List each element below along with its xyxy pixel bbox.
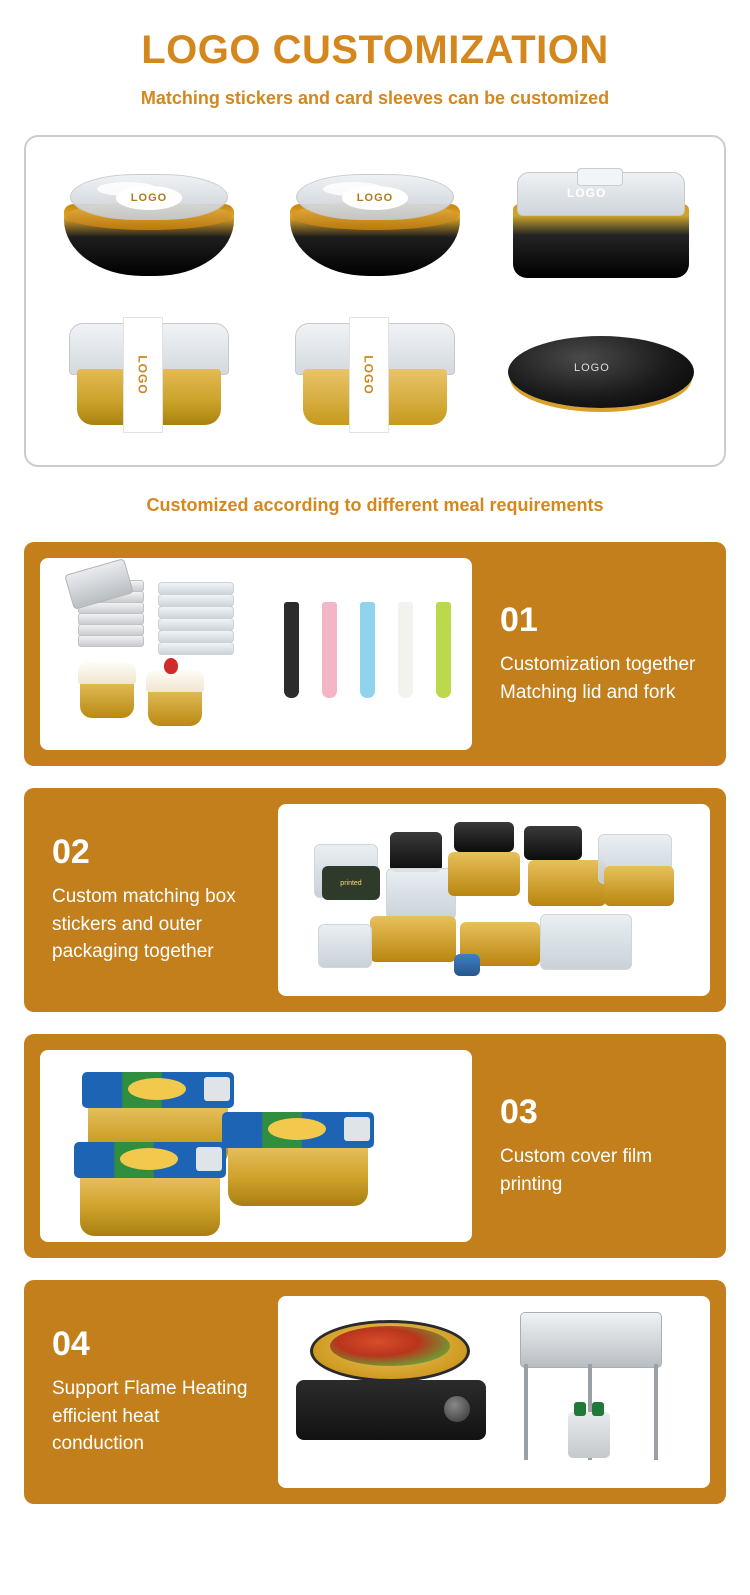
feature-text <box>40 1326 262 1458</box>
feature-description: Custom cover film printing <box>500 1146 653 1195</box>
clear-lid-stack-icon <box>158 582 234 666</box>
feature-image-wrapped-packaging <box>278 804 710 996</box>
gold-pack-icon-3 <box>604 866 674 906</box>
showcase-item-round-bowl-1 <box>36 151 262 301</box>
feature-number: 02 <box>52 832 90 871</box>
clamshell-with-sleeve-icon <box>287 321 463 431</box>
logo-badge: LOGO <box>342 186 408 210</box>
product-showcase-grid <box>24 135 726 467</box>
logo-badge: LOGO <box>116 186 182 210</box>
square-cup-with-sleeve-icon <box>61 321 237 431</box>
black-lid-stack-icon <box>454 822 514 852</box>
feature-number: 01 <box>500 600 538 639</box>
blue-item-icon <box>454 954 480 976</box>
gold-pack-icon-4 <box>370 916 456 962</box>
clear-pack-icon-5 <box>318 924 372 968</box>
page-subtitle: Matching stickers and card sleeves can be customized <box>140 88 610 108</box>
round-bowl-gold-black-2-icon <box>290 174 460 279</box>
clear-pack-icon-4 <box>540 914 632 970</box>
feature-description: Customization together Matching lid and fork <box>500 654 696 703</box>
printed-film-tray-icon-2 <box>222 1112 374 1208</box>
sticker-label-icon: printed <box>322 866 380 900</box>
rectangular-box-black-icon <box>513 172 689 280</box>
strawberry-icon <box>164 658 178 674</box>
feature-row <box>24 788 726 1012</box>
black-pack-icon <box>390 832 442 872</box>
feature-text <box>40 834 262 966</box>
feature-number: 04 <box>52 1324 90 1363</box>
fork-green-icon <box>436 602 451 698</box>
clear-pack-icon-2 <box>386 868 456 920</box>
feature-text <box>488 602 710 706</box>
feature-text <box>488 1094 710 1198</box>
logo-label: LOGO <box>362 355 376 395</box>
fork-white-icon <box>398 602 413 698</box>
feature-image-flame-heating <box>278 1296 710 1488</box>
section-caption: Customized according to different meal requirements <box>146 495 604 515</box>
page-title: LOGO CUSTOMIZATION <box>141 28 609 72</box>
logo-label: LOGO <box>136 355 150 395</box>
showcase-item-rect-box <box>488 151 714 301</box>
feature-row <box>24 1034 726 1258</box>
showcase-item-clamshell-sleeve <box>262 301 488 451</box>
showcase-item-black-lid <box>488 301 714 451</box>
gold-cup-icon-2 <box>148 686 202 726</box>
chafing-stand-icon <box>506 1312 676 1470</box>
fuel-canister-icon <box>568 1412 610 1458</box>
feature-description: Custom matching box stickers and outer packaging together <box>52 886 236 963</box>
fork-blue-icon <box>360 602 375 698</box>
showcase-item-square-cup-sleeve <box>36 301 262 451</box>
card-sleeve <box>123 317 163 433</box>
logo-label: LOGO <box>567 186 607 200</box>
feature-row <box>24 1280 726 1504</box>
feature-image-printed-film <box>40 1050 472 1242</box>
feature-image-trays-lids-forks <box>40 558 472 750</box>
black-round-lid-icon <box>508 328 694 424</box>
feature-number: 03 <box>500 1092 538 1131</box>
fork-black-icon <box>284 602 299 698</box>
portable-stove-icon <box>296 1318 486 1468</box>
logo-label: LOGO <box>574 362 610 374</box>
feature-list <box>0 542 750 1504</box>
dessert-cream-icon-2 <box>146 670 204 692</box>
printed-film-tray-icon-3 <box>74 1142 226 1238</box>
gold-pack-icon-2 <box>528 860 606 906</box>
gold-cup-icon <box>80 678 134 718</box>
gold-pack-icon <box>448 852 520 896</box>
card-sleeve <box>349 317 389 433</box>
black-pack-icon-2 <box>524 826 582 860</box>
round-bowl-gold-black-icon <box>64 174 234 279</box>
feature-description: Support Flame Heating efficient heat conduction <box>52 1378 248 1455</box>
feature-row <box>24 542 726 766</box>
fork-pink-icon <box>322 602 337 698</box>
showcase-item-round-bowl-2 <box>262 151 488 301</box>
dessert-cream-icon <box>78 662 136 684</box>
